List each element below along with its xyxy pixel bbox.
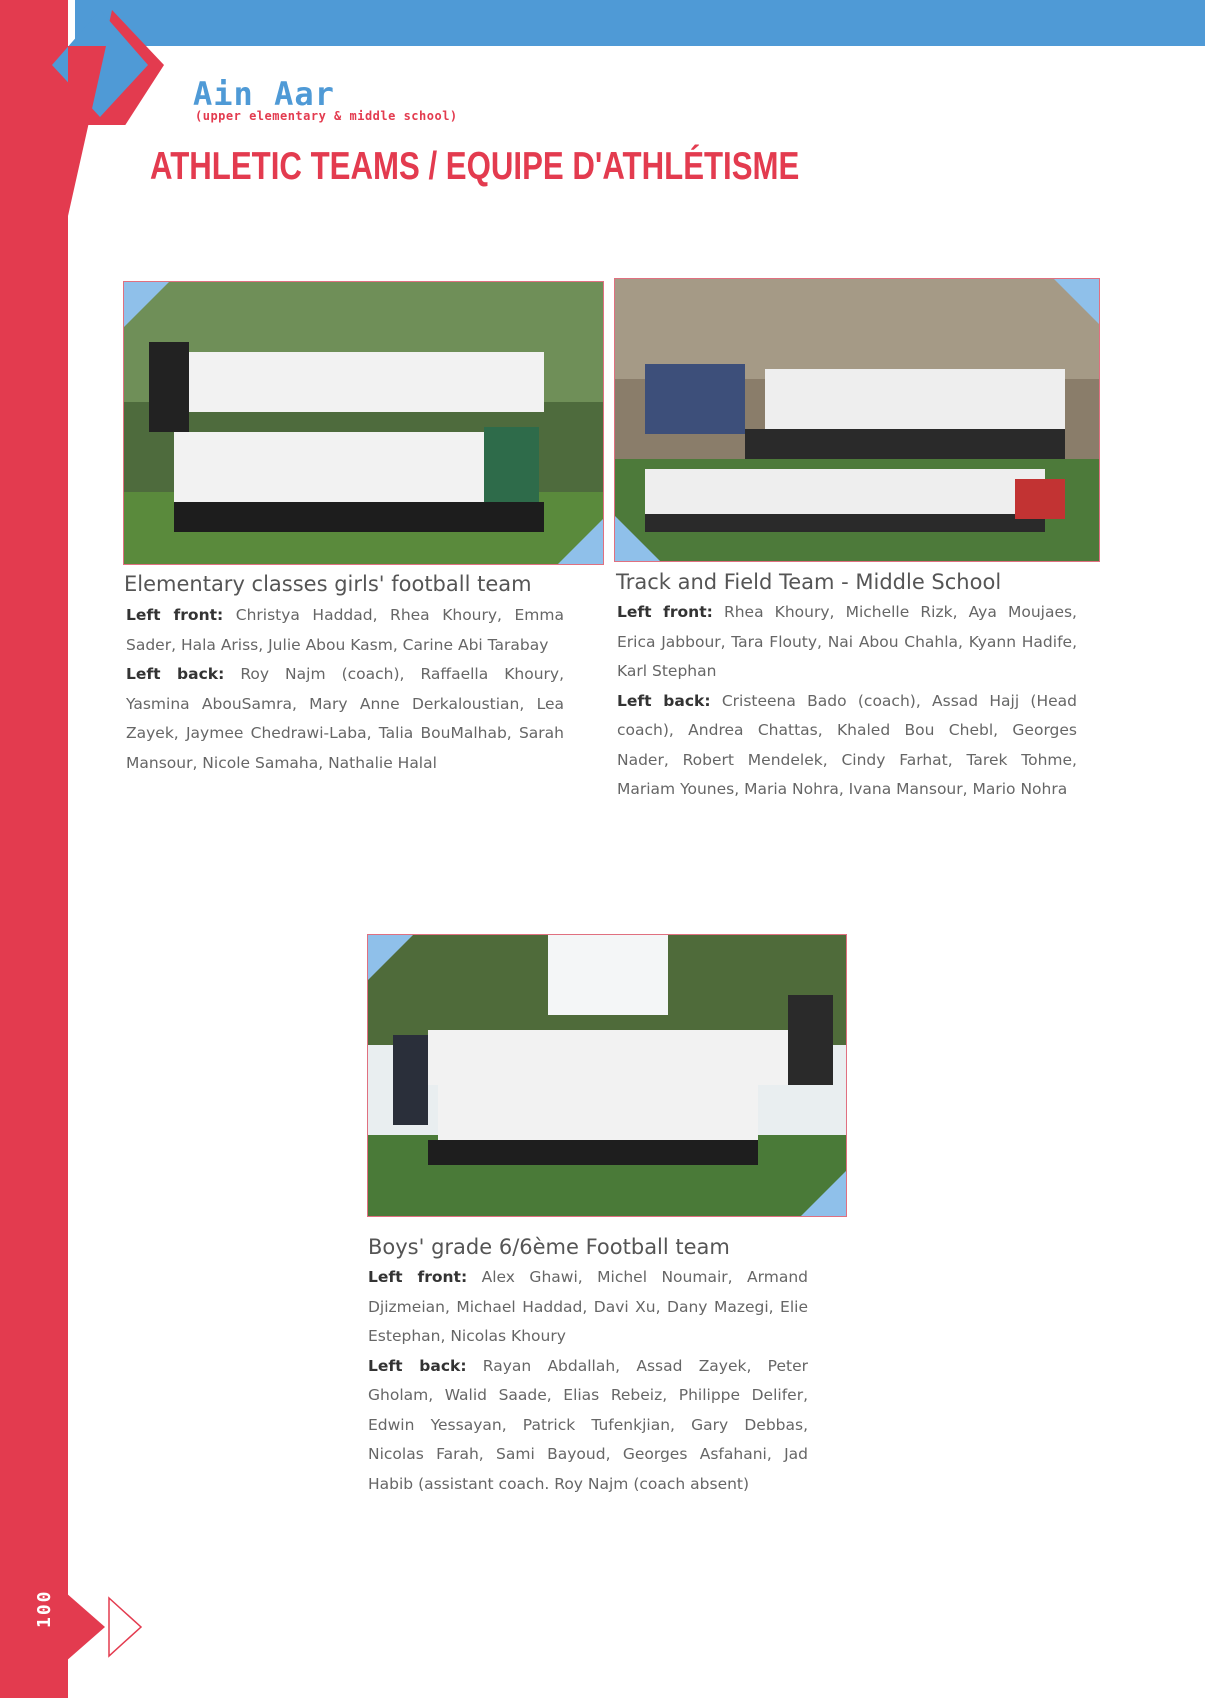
boys-football-team-photo	[367, 934, 847, 1217]
front-row-names: Rhea Khoury, Michelle Rizk, Aya Moujaes, Erica Jabbour, Tara Flouty, Nai Abou Chahla, Kyann Hadife, Karl Stephan	[617, 603, 1077, 680]
band-corner-shape	[68, 46, 128, 216]
back-row-label: Left back:	[368, 1356, 467, 1375]
top-blue-bar	[75, 0, 1205, 46]
front-row-label: Left front:	[617, 603, 713, 621]
back-row-names: Cristeena Bado (coach), Assad Hajj (Head coach), Andrea Chattas, Khaled Bou Chebl, Georges Nader, Robert Mendelek, Cindy Farhat, Tarek Tohme, Mariam Younes, Maria Nohra, Ivana Mansour, Mario Nohra	[617, 691, 1077, 798]
track-team-caption-body	[617, 598, 1077, 805]
school-name: Ain Aar	[193, 75, 335, 113]
girls-football-team-photo	[123, 281, 604, 565]
page-marker-arrow-icon	[65, 1592, 155, 1662]
track-and-field-team-photo	[614, 278, 1100, 562]
front-row-label: Left front:	[368, 1268, 468, 1286]
back-row-names: Rayan Abdallah, Assad Zayek, Peter Gholam, Walid Saade, Elias Rebeiz, Philippe Delifer, Edwin Yessayan, Patrick Tufenkjian, Gary Debbas, Nicolas Farah, Sami Bayoud, Georges Asfahani, Jad Habib (assistant coach. Roy Najm (coach absent)	[368, 1356, 808, 1493]
back-row-names: Roy Najm (coach), Raffaella Khoury, Yasmina AbouSamra, Mary Anne Derkaloustian, Lea Zayek, Jaymee Chedrawi-Laba, Talia BouMalhab, Sarah Mansour, Nicole Samaha, Nathalie Halal	[126, 665, 565, 772]
front-row-names: Alex Ghawi, Michel Noumair, Armand Djizmeian, Michael Haddad, Davi Xu, Dany Mazegi, Elie Estephan, Nicolas Khoury	[368, 1268, 808, 1345]
boys-team-caption-title: Boys' grade 6/6ème Football team	[368, 1235, 730, 1259]
page-number: 100	[34, 1589, 55, 1628]
girls-team-caption-title: Elementary classes girls' football team	[124, 572, 532, 596]
front-row-label: Left front:	[126, 606, 224, 624]
back-row-label: Left back:	[617, 691, 711, 710]
track-team-caption-title: Track and Field Team - Middle School	[616, 570, 1002, 594]
back-row-label: Left back:	[126, 665, 225, 683]
boys-team-caption-body	[368, 1263, 808, 1499]
girls-team-caption-body	[126, 601, 564, 778]
front-row-names: Christya Haddad, Rhea Khoury, Emma Sader, Hala Ariss, Julie Abou Kasm, Carine Abi Tarabay	[126, 606, 564, 654]
page-title: ATHLETIC TEAMS / EQUIPE D'ATHLÉTISME	[150, 145, 800, 188]
left-red-band	[0, 0, 68, 1698]
school-subtitle: (upper elementary & middle school)	[195, 109, 458, 123]
